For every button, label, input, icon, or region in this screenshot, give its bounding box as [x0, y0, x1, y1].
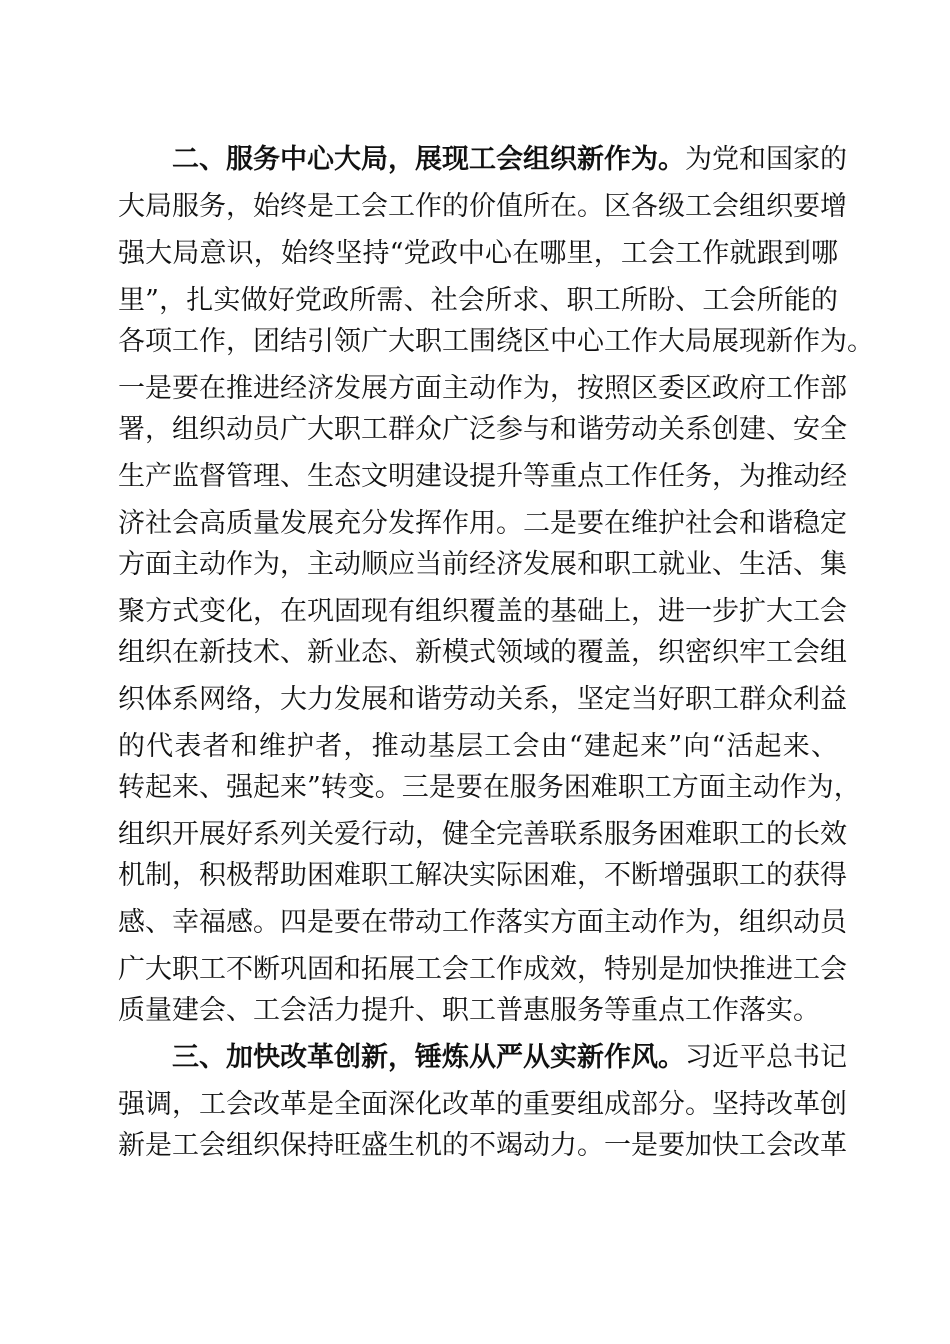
text-line: 感、幸福感。四是要在带动工作落实方面主动作为，组织动员: [118, 907, 847, 938]
paragraph-1-heading: 二、服务中心大局，展现工会组织新作为。: [172, 144, 685, 175]
text-line: 质量建会、工会活力提升、职工普惠服务等重点工作落实。: [118, 995, 820, 1026]
paragraph-2-text: 习近平总书记: [685, 1042, 847, 1073]
text-line: 机制，积极帮助困难职工解决实际困难，不断增强职工的获得: [118, 860, 847, 891]
text-line: 广大职工不断巩固和拓展工会工作成效，特别是加快推进工会: [118, 954, 847, 985]
text-line: 署，组织动员广大职工群众广泛参与和谐劳动关系创建、安全: [118, 414, 847, 445]
paragraph-2-line-1: [172, 1038, 847, 1078]
text-line: 各项工作，团结引领广大职工围绕区中心工作大局展现新作为。: [118, 326, 874, 357]
paragraph-2-heading: 三、加快改革创新，锤炼从严从实新作风。: [172, 1042, 685, 1073]
paragraph-1-text: 为党和国家的: [685, 144, 847, 175]
text-line: 大局服务，始终是工会工作的价值所在。区各级工会组织要增: [118, 191, 847, 222]
text-line: 新是工会组织保持旺盛生机的不竭动力。一是要加快工会改革: [118, 1130, 847, 1161]
text-line: 聚方式变化，在巩固现有组织覆盖的基础上，进一步扩大工会: [118, 596, 847, 627]
text-line: 转起来、强起来”转变。三是要在服务困难职工方面主动作为，: [118, 772, 861, 803]
text-line: 里”，扎实做好党政所需、社会所求、职工所盼、工会所能的: [118, 285, 838, 316]
text-line: 方面主动作为，主动顺应当前经济发展和职工就业、生活、集: [118, 549, 847, 580]
text-line: 织体系网络，大力发展和谐劳动关系，坚定当好职工群众利益: [118, 684, 847, 715]
text-line: 一是要在推进经济发展方面主动作为，按照区委区政府工作部: [118, 373, 847, 404]
paragraph-1-line-1: [172, 140, 847, 180]
text-line: 济社会高质量发展充分发挥作用。二是要在维护社会和谐稳定: [118, 508, 847, 539]
text-line: 的代表者和维护者，推动基层工会由“建起来”向“活起来、: [118, 731, 838, 762]
text-line: 生产监督管理、生态文明建设提升等重点工作任务，为推动经: [118, 461, 847, 492]
text-line: 强调，工会改革是全面深化改革的重要组成部分。坚持改革创: [118, 1089, 847, 1120]
text-line: 组织在新技术、新业态、新模式领域的覆盖，织密织牢工会组: [118, 637, 847, 668]
text-line: 强大局意识，始终坚持“党政中心在哪里，工会工作就跟到哪: [118, 238, 838, 269]
text-line: 组织开展好系列关爱行动，健全完善联系服务困难职工的长效: [118, 819, 847, 850]
